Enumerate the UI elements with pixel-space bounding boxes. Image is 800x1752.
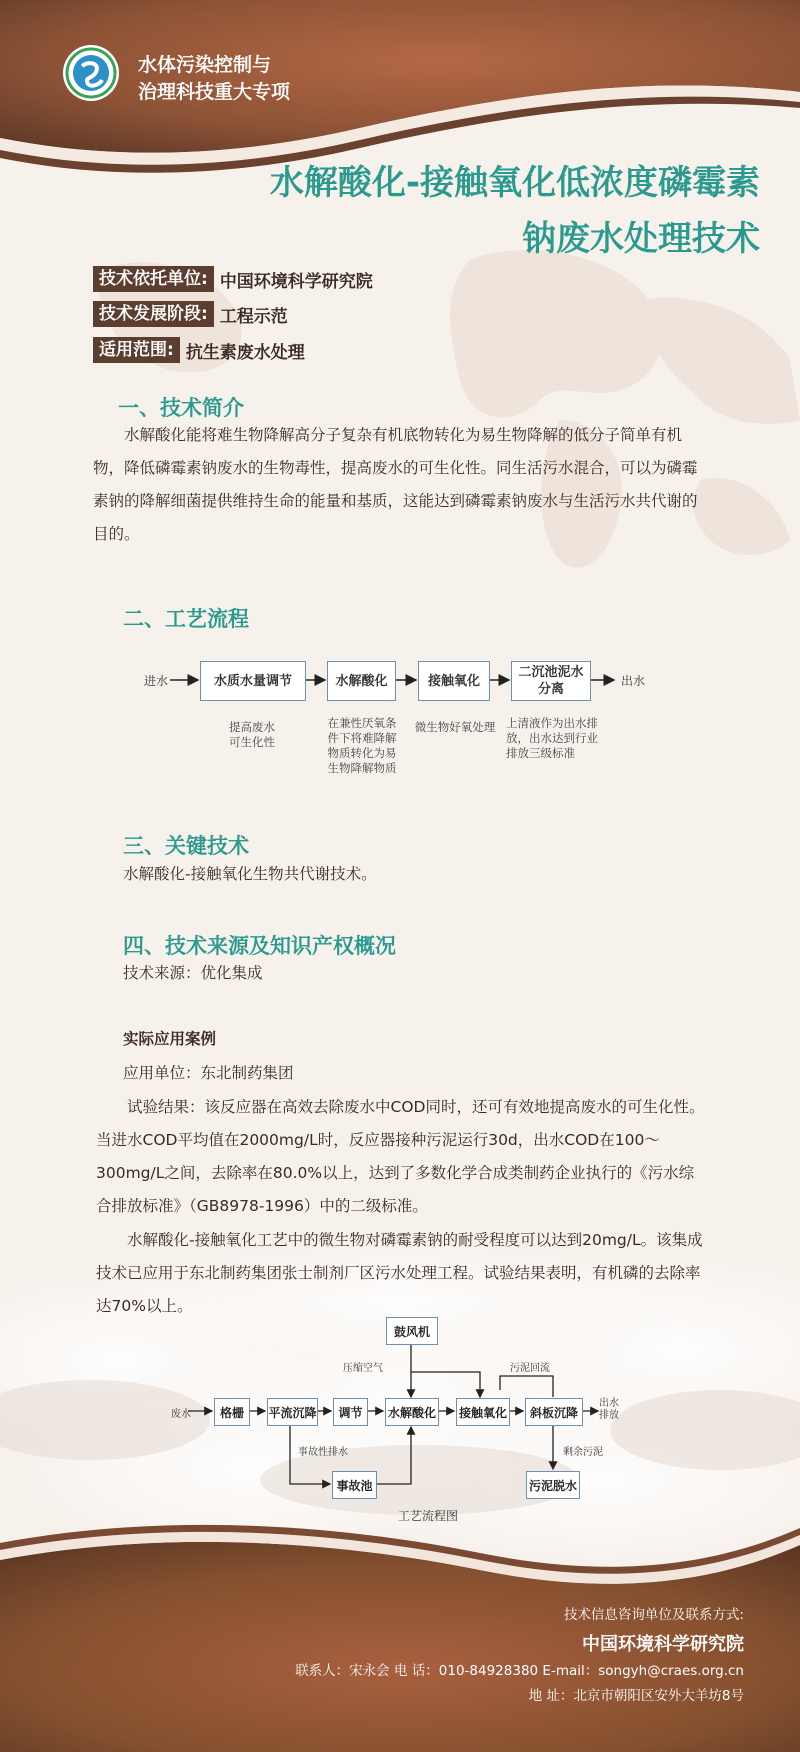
flow-outlet-label: 出水 (621, 674, 646, 688)
section-title-intro: 一、技术简介 (118, 396, 244, 420)
diagram-excess-label: 剩余污泥 (563, 1447, 603, 1458)
meta-value: 中国环境科学研究院 (219, 271, 373, 292)
page-title-line2: 钠废水处理技术 (522, 219, 760, 259)
flow-step-settling: 二沉池泥水 分离 (511, 661, 591, 701)
case-result-1: 试验结果：该反应器在高效去除废水中COD同时，还可有效地提高废水的可生化性。当进水COD平均值在2000mg/L时，反应器接种污泥运行30d，出水COD在100～300mg/L之间，去除率在80.0%以上，达到了多数化学合成类制药企业执行的《污水综合排放标准》（GB8978-1996）中的二级标准。 (96, 1098, 705, 1215)
meta-label: 技术发展阶段: (93, 301, 214, 327)
diagram-hydrolysis: 水解酸化 (385, 1398, 439, 1426)
diagram-grille: 格栅 (214, 1398, 250, 1426)
program-name-line2: 治理科技重大专项 (138, 81, 291, 103)
diagram-settling: 平流沉降 (267, 1398, 318, 1426)
footer-contact: 联系人：宋永会 电 话：010-84928380 E-mail：songyh@craes.org.cn (295, 1663, 744, 1679)
flow-note-adjust: 提高废水 可生化性 (229, 720, 275, 749)
diagram-sludge-dewatering: 污泥脱水 (526, 1471, 580, 1499)
diagram-blower: 鼓风机 (386, 1317, 438, 1345)
section-title-process: 二、工艺流程 (123, 607, 249, 631)
meta-label: 适用范围: (93, 337, 180, 363)
meta-value: 抗生素废水处理 (185, 342, 305, 363)
footer-contact-heading: 技术信息咨询单位及联系方式: (563, 1607, 744, 1623)
section-title-source: 四、技术来源及知识产权概况 (123, 934, 396, 958)
case-result-2: 水解酸化-接触氧化工艺中的微生物对磷霉素钠的耐受程度可以达到20mg/L。该集成技术已应用于东北制药集团张士制剂厂区污水处理工程。试验结果表明，有机磷的去除率达70%以上。 (96, 1231, 703, 1315)
footer-address: 地 址：北京市朝阳区安外大羊坊8号 (528, 1688, 744, 1704)
program-name-line1: 水体污染控制与 (138, 54, 272, 76)
key-tech-text: 水解酸化-接触氧化生物共代谢技术。 (123, 865, 377, 883)
flow-note-contact-oxidation: 微生物好氧处理 (414, 720, 496, 734)
diagram-inlet: 废水 (171, 1409, 191, 1420)
diagram-accident-label: 事故性排水 (298, 1447, 348, 1458)
diagram-incline-settling: 斜板沉降 (525, 1398, 583, 1426)
diagram-accident-pool: 事故池 (332, 1471, 377, 1499)
footer-organization: 中国环境科学研究院 (582, 1634, 744, 1655)
page-title-line1: 水解酸化-接触氧化低浓度磷霉素 (269, 163, 760, 203)
diagram-adjust: 调节 (333, 1398, 368, 1426)
flow-step-contact-oxidation: 接触氧化 (418, 661, 490, 701)
diagram-return-label: 污泥回流 (510, 1363, 550, 1374)
tech-source-text: 技术来源：优化集成 (123, 964, 263, 982)
flow-note-settling: 上清液作为出水排 放，出水达到行业 排放三级标准 (506, 716, 598, 760)
flow-note-hydrolysis: 在兼性厌氧条 件下将难降解 物质转化为易 生物降解物质 (327, 716, 397, 775)
diagram-air-label: 压缩空气 (343, 1363, 383, 1374)
diagram-outlet: 出水 排放 (599, 1398, 619, 1421)
flow-inlet-label: 进水 (144, 674, 169, 688)
diagram-contact-oxidation: 接触氧化 (456, 1398, 510, 1426)
diagram-caption: 工艺流程图 (398, 1509, 459, 1523)
case-title: 实际应用案例 (123, 1030, 217, 1048)
section-title-key-tech: 三、关键技术 (123, 834, 249, 858)
intro-paragraph: 水解酸化能将难生物降解高分子复杂有机底物转化为易生物降解的低分子简单有机物，降低磷霉素钠废水的生物毒性，提高废水的可生化性。同生活污水混合，可以为磷霉素钠的降解细菌提供维持生命的能量和基质，这能达到磷霉素钠废水与生活污水共代谢的目的。 (93, 426, 698, 543)
flow-step-hydrolysis: 水解酸化 (327, 661, 396, 701)
flow-step-adjust: 水质水量调节 (200, 661, 306, 701)
case-unit: 应用单位：东北制药集团 (123, 1064, 294, 1082)
meta-value: 工程示范 (219, 306, 288, 327)
meta-label: 技术依托单位: (93, 266, 214, 292)
